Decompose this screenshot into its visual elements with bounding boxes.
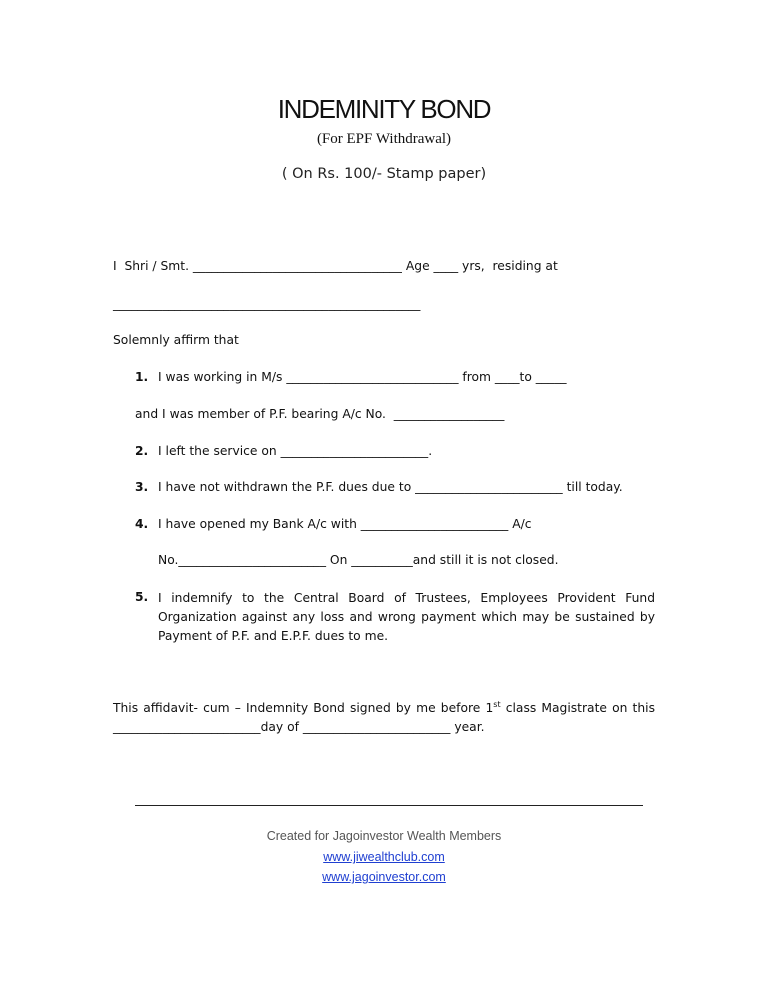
stamp-paper-note: ( On Rs. 100/- Stamp paper) xyxy=(281,166,487,182)
item-text: I left the service on ________________________. xyxy=(158,444,433,458)
jiwealthclub-link[interactable]: www.jiwealthclub.com xyxy=(323,850,445,864)
item-text-continuation: No.________________________ On __________and still it is not closed. xyxy=(158,553,559,567)
item-number: 4. xyxy=(135,517,149,531)
document-subtitle: (For EPF Withdrawal) xyxy=(316,131,452,147)
item-number: 5. xyxy=(135,590,149,604)
footer-credit: Created for Jagoinvestor Wealth Members xyxy=(266,829,502,843)
item-number: 1. xyxy=(135,370,149,384)
jagoinvestor-link[interactable]: www.jagoinvestor.com xyxy=(322,870,446,884)
item-text: I was working in M/s ____________________________ from ____to _____ xyxy=(158,370,567,384)
footer-link-row xyxy=(0,870,768,884)
item-text-indemnify: I indemnify to the Central Board of Trustees, Employees Provident Fund Organization against any loss and wrong payment which may be sustained by Payment of P.F. and E.P.F. dues to me. xyxy=(158,591,655,643)
item-text: I have not withdrawn the P.F. dues due to ________________________ till today. xyxy=(158,480,623,494)
footer-link-row xyxy=(0,850,768,864)
declaration-line-address: __________________________________________________ xyxy=(113,297,421,311)
affidavit-text-before: This affidavit- cum – Indemnity Bond signed by me before 1 xyxy=(113,701,494,715)
affidavit-superscript: st xyxy=(493,699,501,709)
affidavit-text-after: class Magistrate on this ________________________day of ________________________ year. xyxy=(113,701,655,734)
item-number: 3. xyxy=(135,480,149,494)
affidavit-statement xyxy=(113,699,655,737)
document-title: INDEMINITY BOND xyxy=(277,94,491,124)
item-text-continuation: and I was member of P.F. bearing A/c No. __________________ xyxy=(135,407,505,421)
declaration-line-name-age: I Shri / Smt. __________________________________ Age ____ yrs, residing at xyxy=(113,259,558,273)
item-text: I have opened my Bank A/c with ________________________ A/c xyxy=(158,517,532,531)
item-number: 2. xyxy=(135,444,149,458)
affirm-statement: Solemnly affirm that xyxy=(113,333,239,347)
signature-line xyxy=(135,805,643,806)
